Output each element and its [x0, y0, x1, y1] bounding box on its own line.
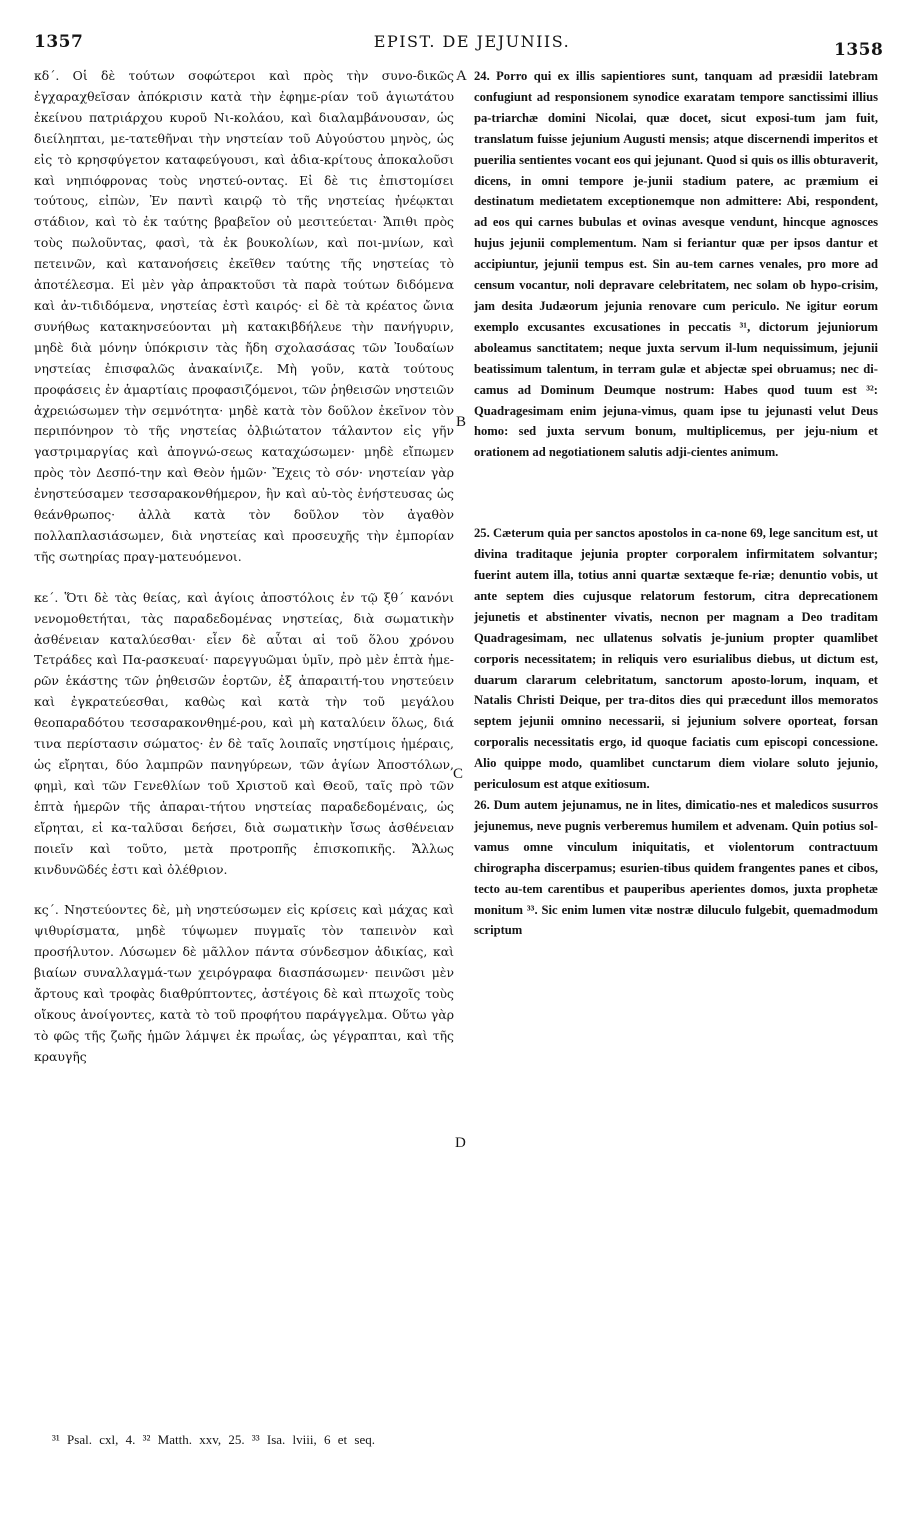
greek-paragraph-26: κς΄. Νηστεύοντες δὲ, μὴ νηστεύσωμεν εἰς κρίσεις καὶ μάχας καὶ ψιθυρίσματα, μηδὲ τύψωμεν πυγμαῖς τὸν ταπεινὸν καὶ προσήλυτον. Λύσωμεν δὲ μᾶλλον πάντα σύνδεσμον ἀδικίας, καὶ βιαίων συναλλαγμά-των χειρόγραφα διασπάσωμεν· πεινῶσι μὲν ἄρτους καὶ τροφὰς διαθρύπτοντες, ἀστέγοις δὲ καὶ πτωχοῖς τοὺς οἴκους ἀνοίγοντες, κατὰ τὸ τοῦ προφήτου παράγγελμα. Οὕτω γὰρ τὸ φῶς τῆς ζωῆς ἡμῶν λάμψει ἐκ πρωΐας, ὡς γέγραπται, καὶ τῆς κραυγῆς	[34, 902, 454, 1064]
greek-paragraph-25: κε΄. Ὅτι δὲ τὰς θείας, καὶ ἁγίοις ἀποστόλοις ἐν τῷ ξθ΄ κανόνι νενομοθετήται, τὰς παραδεδομένας νηστείας, διὰ σωματικὴν ἀσθένειαν καταλύεσθαι· εἶεν δὲ αὗται αἱ τοῦ ὅλου χρόνου Τετράδες καὶ Πα-ρασκευαί· παρεγγυῶμαι ὑμῖν, πρὸ μὲν ἑπτὰ ἡμε-ρῶν ἑκάστης τῶν ῥηθεισῶν ἑορτῶν, ἐξ ἀπαραιτή-του νηστεύειν καὶ ἐγκρατεύεσθαι, καθὼς καὶ κατὰ τὴν τοῦ μεγάλου θεοπαραδότου τεσσαρακονθημέ-ρου, καὶ μὴ καταλύειν ὅλως, διά τινα περίστασιν σώματος· ἐν δὲ ταῖς λοιπαῖς νηστίμοις ἡμέραις, ὡς εἴρηται, δύο λαμπρῶν πανηγύρεων, τῶν ἁγίων Ἀποστόλων, φημὶ, καὶ τῶν Γενεθλίων τοῦ Χριστοῦ καὶ Θεοῦ, ταῖς πρὸ τῶν ἑπτὰ ἡμερῶν τῆς ἀπαραι-τήτου νηστείας παραδεδομέναις, ὡς εἴρηται, εἰ κα-ταλῦσαι δεήσει, διὰ σωματικὴν ἴσως ἀσθένειαν ποιεῖν καὶ τοῦτο, μετὰ προτροπῆς ἐπισκοπικῆς. Ἄλλως κινδυνῶδές ἐστι καὶ ὀλέθριον.	[34, 589, 454, 877]
margin-letter-c: C	[453, 766, 464, 782]
running-title: EPIST. DE JEJUNIIS.	[373, 32, 571, 51]
greek-column	[34, 66, 454, 1068]
margin-letter-a: A	[456, 68, 467, 84]
margin-letter-b: B	[456, 414, 467, 430]
latin-column	[474, 66, 878, 941]
latin-paragraph-25: 25. Cæterum quia per sanctos apostolos in ca-none 69, lege sancitum est, ut divina traditaque jejunia propter corporalem infirmitatem solvantur; fuerint autem illa, totius anni quartæ sextæque fe-riæ; denuntio vobis, ut ante septem dies cujusque relatorum festorum, citra deprecationem jejunetis et abstinenter vivatis, necnon per magnam a Deo traditam Quadragesimam, nec ullatenus solvatis je-junium propter quamlibet corporis necessitatem; in reliquis vero esurialibus diebus, ut dictum est, duarum clararum celebritatum, sanctorum aposto-lorum, inquam, et Natalis Christi Deique, per tra-ditos dies qui præcedunt illos memoratos septem jejunii omnino necessarii, si jejunium solvere oporteat, forsan corporalis necessitatis ergo, id quoque faciatis cum episcopi concessione. Alio quippe modo, quamlibet cunctarum diem violare soluto jejunio, periculosum est atque exitiosum.	[474, 526, 878, 792]
page-number-right: 1358	[834, 40, 884, 60]
latin-paragraph-24: 24. Porro qui ex illis sapientiores sunt, tanquam ad præsidii latebram confugiunt ad responsionem synodice exaratam tempore sanctissimi illius pa-triarchæ domini Nicolai, quæ docet, sicut exposi-tum jam fuit, translatum fuisse jejunium Augusti mensis; atque discernendi imperitos et puerilia sentientes vocant eos qui jejunant. Quod si quis os illis obturaverit, dicens, in omni tempore je-junii stadium patere, ac præmium ei destinatum medietatem exceptionemque non admittere: Abi, respondent, ad eos qui carnes bubulas et ovinas avesque vendunt, hincque agnosces hujus jejunii complementum. Nam si feriantur quæ per ipsos dantur et accipiuntur, jejunii tempus est. Sin au-tem carnes venales, pro more ad censum vocantur, noli depravare celebritatem, nec solam ob hypo-crisim, jam desita Judæorum jejunia renovare cum periculo. Ne igitur eorum exemplo excusantes excusationes in peccatis ³¹, dictorum jejuniorum aboleamus sanctitatem; neque juxta servum il-lum nequissimum, jejunii beatissimum talentum, in terram gulæ et abjectæ spei obruamus; nec di-camus ad Dominum Deumque nostrum: Habes quod tuum est ³²: Quadragesimam enim jejuna-vimus, quam ipse tu jejunasti velut Deus homo: sed juxta servum bonum, multiplicemus, per jeju-nium et orationem ad negotiationem salutis adji-cientes animum.	[474, 69, 878, 460]
greek-paragraph-24: κδ΄. Οἱ δὲ τούτων σοφώτεροι καὶ πρὸς τὴν συνο-δικῶς ἐγχαραχθεῖσαν ἀπόκρισιν κατὰ τὴν ἐφημε-ρίαν τοῦ ἁγιωτάτου ἐκείνου πατριάρχου κυροῦ Νι-κολάου, καὶ διαλαμβάνουσαν, ὡς διείληπται, με-τατεθῆναι τὴν νηστείαν τοῦ Αὐγούστου μηνὸς, ὡς εἰς τὸ κρησφύγετον καταφεύγουσι, καὶ ἀδια-κρίτους ἀποκαλοῦσι καὶ νηπιόφρονας τοὺς νηστεύ-οντας. Εἰ δὲ τις ἐπιστομίσει τούτους, εἰπὼν, Ἐν παντὶ καιρῷ τὸ τῆς νηστείας ἠνέῳκται στάδιον, καὶ τὸ ἐκ ταύτης βραβεῖον οὐ μεσιτεύεται· Ἄπιθι πρὸς τοὺς πωλοῦντας, φασὶ, τὰ ἐκ βουκολίων, καὶ ποι-μνίων, καὶ πετεινῶν, καὶ κατανοήσεις ἐκεῖθεν ταύτης τῆς νηστείας τὸ ἀποτέλεσμα. Εἰ μὲν γὰρ ἀπρακτοῦσι τὰ παρὰ τούτων διδόμενα καὶ ἀν-τιδιδόμενα, νηστείας ἐστὶ καιρός· εἰ δὲ τὰ κρέατος ὤνια συνήθως κατακηνσεύονται μὴ κατακιβδήλευε τὴν πανήγυριν, μηδὲ διὰ μόνην ὑπόκρισιν τὰς ἤδη σχολασάσας τῶν Ἰουδαίων νηστείας ἐπισφαλῶς ἀνακαίνιζε. Μὴ γοῦν, κατὰ τούτους προφάσεις ἐν ἁμαρτίαις προφασιζόμενοι, τῶν ῥηθεισῶν νηστειῶν ἀχρειώσωμεν τὴν σεμνότητα· μηδὲ κατὰ τὸν δοῦλον ἐκεῖνον τὸν περιπόνηρον τὸ τῆς νηστείας ὀλβιώτατον τάλαντον εἰς γῆν γαστριμαργίας καὶ ἀπογνώ-σεως καταχώσωμεν· μηδὲ εἴπωμεν πρὸς τὸν Δεσπό-την καὶ Θεὸν ἡμῶν· Ἔχεις τὸ σόν· νηστείαν γὰρ ἐνηστεύσαμεν τεσσαρακονθήμερον, ἣν καὶ αὐ-τὸς ἐνήστευσας ὡς θεάνθρωπος· ἀλλὰ κατὰ τὸν δοῦλον τὸν ἀγαθὸν πολλαπλασιάσωμεν, διὰ νηστείας καὶ προσευχῆς τὴν ἐμπορίαν τῆς σωτηρίας πραγ-ματευόμενοι.	[34, 68, 454, 564]
margin-letter-d: D	[455, 1135, 466, 1151]
latin-paragraph-26: 26. Dum autem jejunamus, ne in lites, dimicatio-nes et maledicos susurros jejunemus, neve pugnis verberemus humilem et advenam. Quin potius sol-vamus omne vinculum iniquitatis, et violentorum contractuum chirographa discerpamus; esurien-tibus quidem frangentes panes et cibos, tecto au-tem carentibus et pauperibus aperientes domos, juxta prophetæ monitum ³³. Sic enim lumen vitæ nostræ diluculo fulgebit, quemadmodum scriptum	[474, 798, 878, 938]
footnotes: ³¹ Psal. cxl, 4. ³² Matth. xxv, 25. ³³ Isa. lviii, 6 et seq.	[52, 1432, 375, 1447]
page-number-left: 1357	[34, 32, 84, 52]
